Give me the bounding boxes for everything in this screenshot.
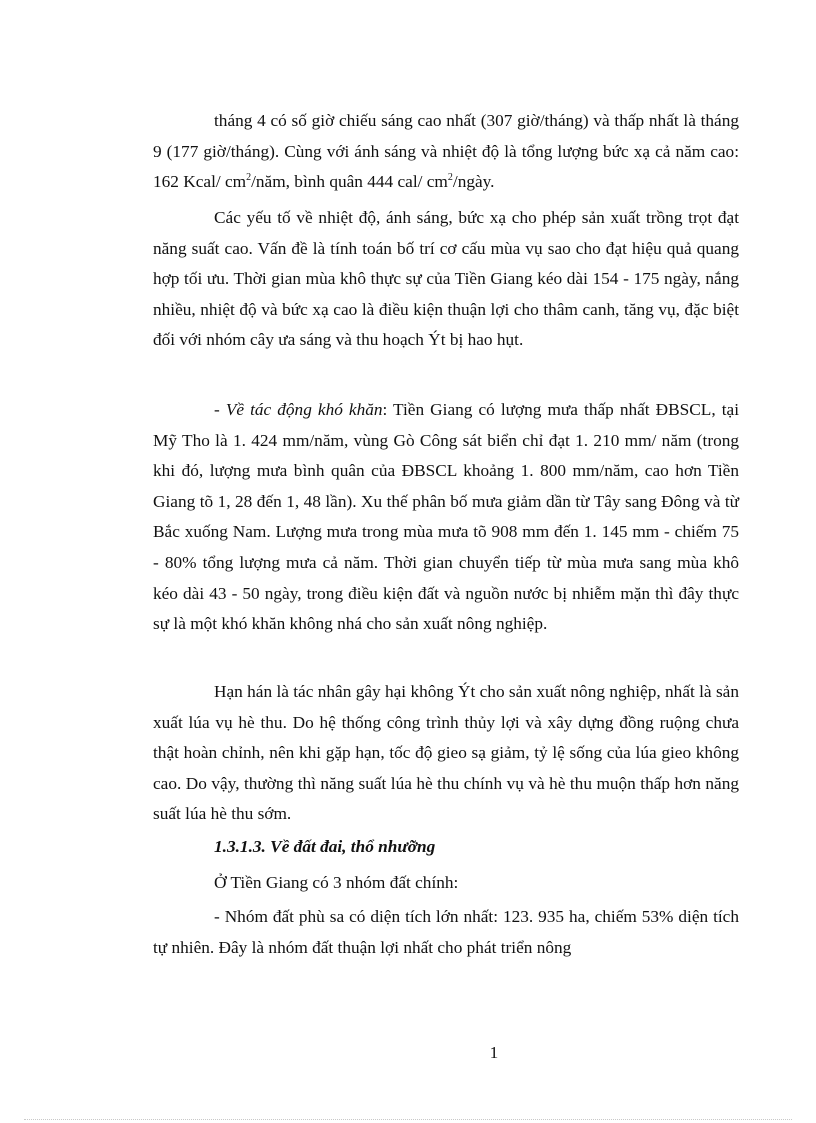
paragraph-text: /ngày.: [452, 172, 495, 192]
page-bottom-divider: [24, 1119, 792, 1120]
paragraph-drought: Hạn hán là tác nhân gây hại không Ýt cho sản xuất nông nghiệp, nhất là sản xuất lúa vụ hè thu. Do hệ thống công trình thủy lợi và xây dựng đồng ruộng chưa thật hoàn chỉnh, nên khi gặp hạn, tốc độ gieo sạ giảm, tỷ lệ sống của lúa gieo không cao. Do vậy, thường thì năng suất lúa hè thu chính vụ và hè thu muộn thấp hơn năng suất lúa hè thu sớm.: [153, 682, 739, 824]
page-number: 1: [489, 1043, 499, 1062]
paragraph-climate-factors: Các yếu tố về nhiệt độ, ánh sáng, bức xạ cho phép sản xuất trồng trọt đạt năng suất cao. Vấn đề là tính toán bố trí cơ cấu mùa vụ sao cho đạt hiệu quả quang hợp tối ưu. Thời gian mùa khô thực sự của Tiền Giang kéo dài 154 - 175 ngày, nắng nhiều, nhiệt độ và bức xạ cao là điều kiện thuận lợi cho thâm canh, tăng vụ, đặc biệt đối với nhóm cây ưa sáng và thu hoạch Ýt bị hao hụt.: [153, 208, 739, 350]
paragraph-lead: - Về tác động khó khăn: [214, 400, 383, 419]
paragraph-text: : Tiền Giang có lượng mưa thấp nhất ĐBSCL, tại Mỹ Tho là 1. 424 mm/năm, vùng Gò Công sát biển chỉ đạt 1. 210 mm/ năm (trong khi đó, lượng mưa bình quân của ĐBSCL khoảng 1. 800 mm/năm, cao hơn Tiền Giang tõ 1, 28 đến 1, 48 lần). Xu thế phân bố mưa giảm dần từ Tây sang Đông và từ Bắc xuống Nam. Lượng mưa trong mùa mưa tõ 908 mm đến 1. 145 mm - chiếm 75 - 80% tổng lượng mưa cả năm. Thời gian chuyển tiếp từ mùa mưa sang mùa khô kéo dài 43 - 50 ngày, trong điều kiện đất và nguồn nước bị nhiễm mặn thì đây thực sự là một khó khăn không nhá cho sản xuất nông nghiệp.: [153, 400, 739, 634]
paragraph-alluvial-soil: - Nhóm đất phù sa có diện tích lớn nhất: 123. 935 ha, chiếm 53% diện tích tự nhiên. Đây là nhóm đất thuận lợi nhất cho phát triển nông: [153, 907, 739, 957]
paragraph-sunlight: [153, 106, 739, 198]
paragraph-text: tháng 4 có số giờ chiếu sáng cao nhất (307 giờ/tháng) và thấp nhất là tháng 9 (177 giờ/tháng). Cùng với ánh sáng và nhiệt độ là tổng lượng bức xạ cả năm cao: 162 Kcal/ cm: [153, 111, 739, 192]
section-heading: 1.3.1.3. Về đất đai, thổ nhưỡng: [214, 837, 436, 856]
paragraph-difficulties: [153, 395, 739, 640]
superscript: 2: [246, 172, 252, 184]
paragraph-soil-groups: Ở Tiền Giang có 3 nhóm đất chính:: [214, 873, 459, 892]
paragraph-text: /năm, bình quân 444 cal/ cm: [251, 172, 448, 192]
superscript: 2: [447, 172, 453, 184]
